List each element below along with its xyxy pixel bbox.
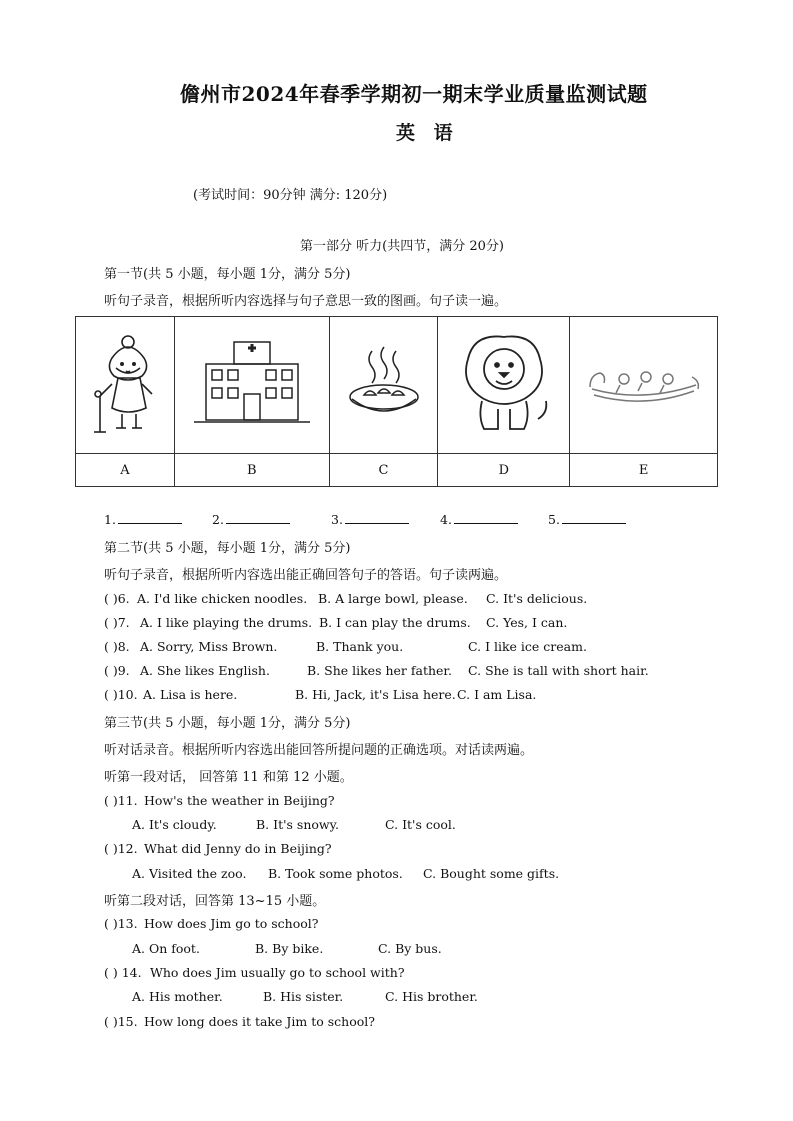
q7-number[interactable]: ( )7. — [104, 615, 130, 630]
q9-option-c: C. She is tall with short hair. — [468, 663, 649, 678]
q12-option-b: B. Took some photos. — [268, 866, 403, 881]
picture-cell-c — [329, 317, 438, 454]
section2-instruction: 听句子录音，根据所听内容选出能正确回答句子的答语。句子读两遍。 — [104, 568, 508, 583]
answer-slot-4[interactable]: 4. — [440, 511, 518, 527]
answer-slot-1[interactable]: 1. — [104, 511, 182, 527]
q11-option-a: A. It's cloudy. — [132, 817, 217, 832]
q15-number[interactable]: ( )15. — [104, 1014, 138, 1029]
answer-slot-2[interactable]: 2. — [212, 511, 290, 527]
section2-heading: 第二节(共 5 小题，每小题 1分，满分 5分) — [104, 541, 351, 556]
q13-text: How does Jim go to school? — [144, 916, 319, 931]
picture-label-a: A — [76, 454, 175, 487]
q13-option-b: B. By bike. — [255, 941, 324, 956]
q9-option-b: B. She likes her father. — [307, 663, 452, 678]
section3-heading: 第三节(共 5 小题，每小题 1分，满分 5分) — [104, 716, 351, 731]
q9-number[interactable]: ( )9. — [104, 663, 130, 678]
section3-instruction: 听对话录音。根据所听内容选出能回答所提问题的正确选项。对话读两遍。 — [104, 743, 534, 758]
q10-option-c: C. I am Lisa. — [457, 687, 537, 702]
q13-option-c: C. By bus. — [378, 941, 442, 956]
q14-option-c: C. His brother. — [385, 989, 478, 1004]
answer-slot-5[interactable]: 5. — [548, 511, 626, 527]
picture-label-e: E — [570, 454, 718, 487]
q11-text: How's the weather in Beijing? — [144, 793, 335, 808]
q7-option-c: C. Yes, I can. — [486, 615, 568, 630]
q11-number[interactable]: ( )11. — [104, 793, 138, 808]
q10-number[interactable]: ( )10. — [104, 687, 138, 702]
dialogue2-intro: 听第二段对话，回答第 13~15 小题。 — [104, 894, 326, 909]
q13-option-a: A. On foot. — [132, 941, 200, 956]
q14-number[interactable]: ( ) 14. — [104, 965, 142, 980]
section1-instruction: 听句子录音，根据所听内容选择与句子意思一致的图画。句子读一遍。 — [104, 294, 508, 309]
picture-label-d: D — [438, 454, 570, 487]
picture-cell-d — [438, 317, 570, 454]
q14-option-b: B. His sister. — [263, 989, 344, 1004]
q15-text: How long does it take Jim to school? — [144, 1014, 375, 1029]
q12-text: What did Jenny do in Beijing? — [144, 841, 332, 856]
q8-option-b: B. Thank you. — [316, 639, 404, 654]
q11-option-b: B. It's snowy. — [256, 817, 339, 832]
q8-number[interactable]: ( )8. — [104, 639, 130, 654]
lion-icon — [454, 331, 554, 435]
singing-girl-icon — [82, 328, 168, 438]
q12-number[interactable]: ( )12. — [104, 841, 138, 856]
dragon-boat-icon — [584, 353, 704, 413]
q6-option-a: A. I'd like chicken noodles. — [137, 591, 308, 606]
picture-cell-e — [570, 317, 718, 454]
q14-option-a: A. His mother. — [132, 989, 223, 1004]
q12-option-c: C. Bought some gifts. — [423, 866, 560, 881]
hospital-icon — [192, 338, 312, 428]
picture-cell-a — [76, 317, 175, 454]
q10-option-b: B. Hi, Jack, it's Lisa here. — [295, 687, 456, 702]
subject-title: 英 语 — [396, 122, 459, 144]
dumplings-icon — [344, 343, 424, 423]
answer-slot-3[interactable]: 3. — [331, 511, 409, 527]
section1-heading: 第一节(共 5 小题，每小题 1分，满分 5分) — [104, 267, 351, 282]
q13-number[interactable]: ( )13. — [104, 916, 138, 931]
picture-label-b: B — [174, 454, 329, 487]
picture-table — [75, 316, 718, 487]
q11-option-c: C. It's cool. — [385, 817, 456, 832]
dialogue1-intro: 听第一段对话， 回答第 11 和第 12 小题。 — [104, 770, 353, 785]
part1-heading: 第一部分 听力(共四节，满分 20分) — [300, 239, 504, 254]
q8-option-c: C. I like ice cream. — [468, 639, 587, 654]
q10-option-a: A. Lisa is here. — [143, 687, 238, 702]
q7-option-a: A. I like playing the drums. — [140, 615, 313, 630]
q7-option-b: B. I can play the drums. — [319, 615, 471, 630]
picture-cell-b — [174, 317, 329, 454]
exam-info: (考试时间：90分钟 满分: 120分) — [193, 188, 388, 203]
q6-option-b: B. A large bowl, please. — [318, 591, 468, 606]
picture-label-c: C — [329, 454, 438, 487]
q14-text: Who does Jim usually go to school with? — [150, 965, 405, 980]
q12-option-a: A. Visited the zoo. — [132, 866, 247, 881]
q6-option-c: C. It's delicious. — [486, 591, 588, 606]
q9-option-a: A. She likes English. — [140, 663, 270, 678]
exam-title: 儋州市2024年春季学期初一期末学业质量监测试题 — [180, 82, 648, 106]
q8-option-a: A. Sorry, Miss Brown. — [140, 639, 278, 654]
q6-number[interactable]: ( )6. — [104, 591, 130, 606]
